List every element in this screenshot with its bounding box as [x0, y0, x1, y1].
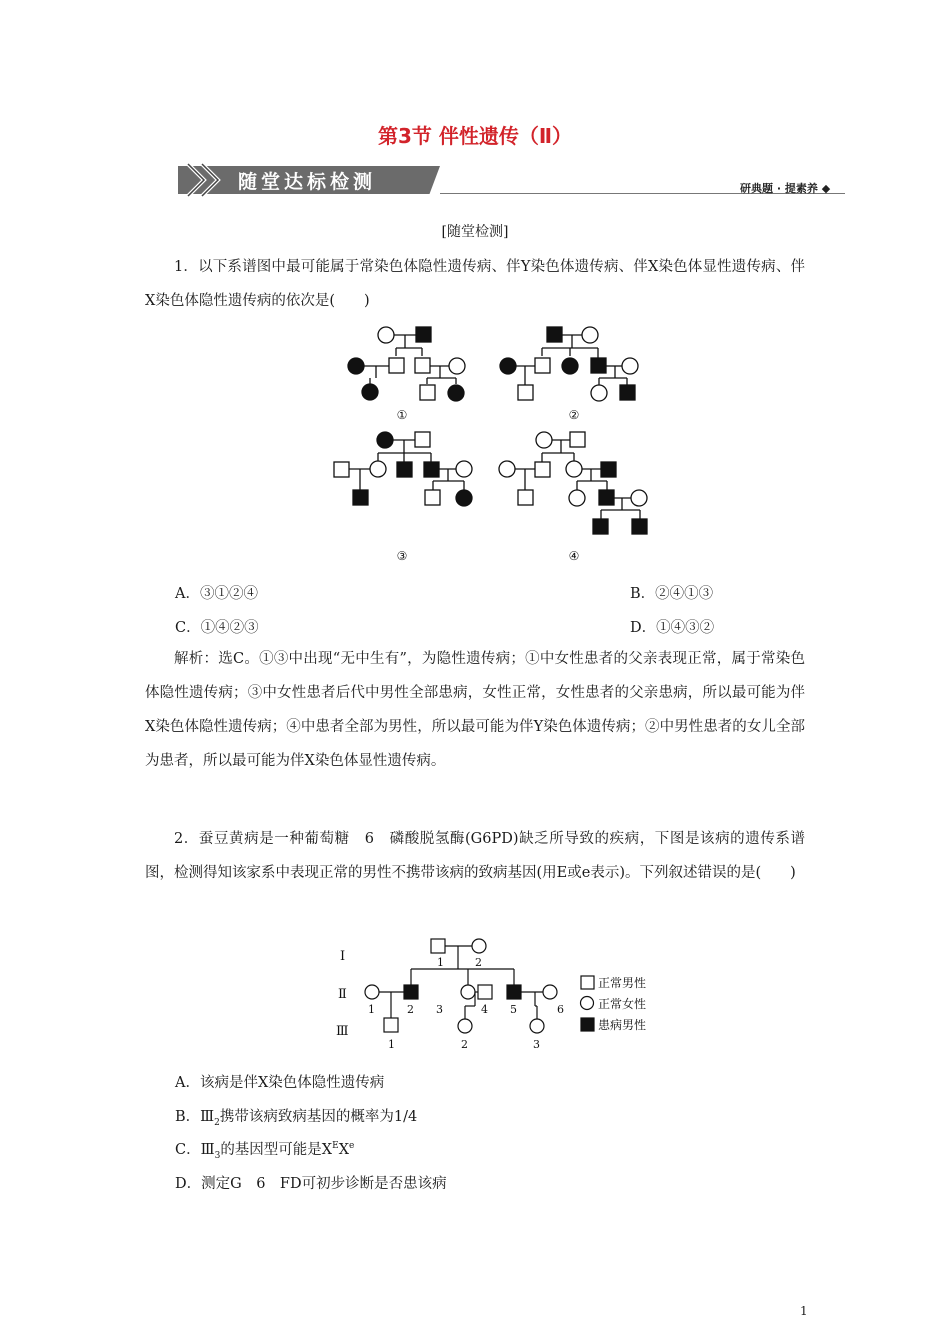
pedigree-label-2: ② [568, 408, 580, 422]
gen2-number-6: 6 [557, 1003, 564, 1016]
gen3-number-3: 3 [533, 1038, 540, 1051]
page-number: 1 [800, 1304, 808, 1318]
gen2-number-3: 3 [436, 1003, 443, 1016]
gen2-number-4: 4 [481, 1003, 488, 1016]
banner-label: 随堂达标检测 [238, 171, 377, 193]
gen3-number-1: 1 [388, 1038, 395, 1051]
diamond-icon: ◆ [821, 182, 831, 195]
gen3-number-2: 2 [461, 1038, 468, 1051]
pedigree-3 [334, 432, 472, 563]
legend-normal-female: 正常女性 [598, 997, 647, 1011]
generation-label-1: Ⅰ [340, 949, 346, 964]
gen2-number-1: 1 [368, 1003, 375, 1016]
q2-option-d[interactable]: D．测定G 6 FD可初步诊断是否患该病 [175, 1176, 447, 1192]
generation-label-3: Ⅲ [336, 1024, 349, 1039]
section-heading: [随堂检测] [441, 224, 509, 240]
pedigree-1 [348, 327, 465, 422]
q2-option-a[interactable]: A．该病是伴X染色体隐性遗传病 [175, 1075, 385, 1091]
q1-option-a[interactable]: A．③①②④ [175, 586, 258, 602]
pedigree-figure-q1 [320, 318, 660, 570]
normal-female-icon [581, 997, 594, 1010]
pedigree-4 [499, 432, 647, 563]
pedigree-legend [581, 975, 647, 1032]
pedigree-figure-q2 [330, 935, 670, 1055]
q1-option-c[interactable]: C．①④②③ [175, 620, 259, 636]
gen2-number-5: 5 [510, 1003, 517, 1016]
page-title: 第3节 伴性遗传（Ⅱ） [377, 124, 573, 148]
generation-label-2: Ⅱ [338, 987, 347, 1002]
legend-normal-male: 正常男性 [598, 976, 647, 990]
q1-option-b[interactable]: B．②④①③ [630, 586, 714, 602]
q2-option-c[interactable]: C．$Ⅲ_3$的基因型可能是$X^EXe$ [175, 1141, 355, 1161]
q2-option-b[interactable]: B．$Ⅲ_2$携带该病致病基因的概率为1/4 [175, 1109, 418, 1128]
legend-affected-male: 患病男性 [598, 1018, 647, 1032]
question-1-stem: 1．以下系谱图中最可能属于常染色体隐性遗传病、伴Y染色体遗传病、伴X染色体显性遗传病、伴X染色体隐性遗传病的依次是( ) [145, 259, 805, 309]
normal-male-icon [581, 976, 594, 989]
pedigree-label-4: ④ [568, 549, 580, 563]
pedigree-2 [500, 327, 638, 422]
gen1-number-1: 1 [437, 956, 444, 969]
question-2-stem: 2．蚕豆黄病是一种葡萄糖 6 磷酸脱氢酶(G6PD)缺乏所导致的疾病，下图是该病的遗传系谱图，检测得知该家系中表现正常的男性不携带该病的致病基因(用E或e表示)。下列叙述错误的是( ) [145, 831, 805, 881]
pedigree-label-1: ① [396, 408, 408, 422]
q1-option-d[interactable]: D．①④③② [630, 620, 715, 636]
gen2-number-2: 2 [407, 1003, 414, 1016]
pedigree-label-3: ③ [396, 549, 408, 563]
gen1-number-2: 2 [475, 956, 482, 969]
banner-subtitle: 研典题 · 提素养 ◆ [740, 182, 831, 195]
affected-male-icon [581, 1018, 594, 1031]
chevron-icon [182, 160, 230, 200]
q1-analysis: 解析：选C。①③中出现“无中生有”，为隐性遗传病；①中女性患者的父亲表现正常，属于常染色体隐性遗传病；③中女性患者后代中男性全部患病，女性正常，女性患者的父亲患病，所以最可能为伴X染色体隐性遗传病；④中患者全部为男性，所以最可能为伴Y染色体遗传病；②中男性患者的女儿全部为患者，所以最可能为伴X染色体显性遗传病。 [145, 651, 805, 769]
